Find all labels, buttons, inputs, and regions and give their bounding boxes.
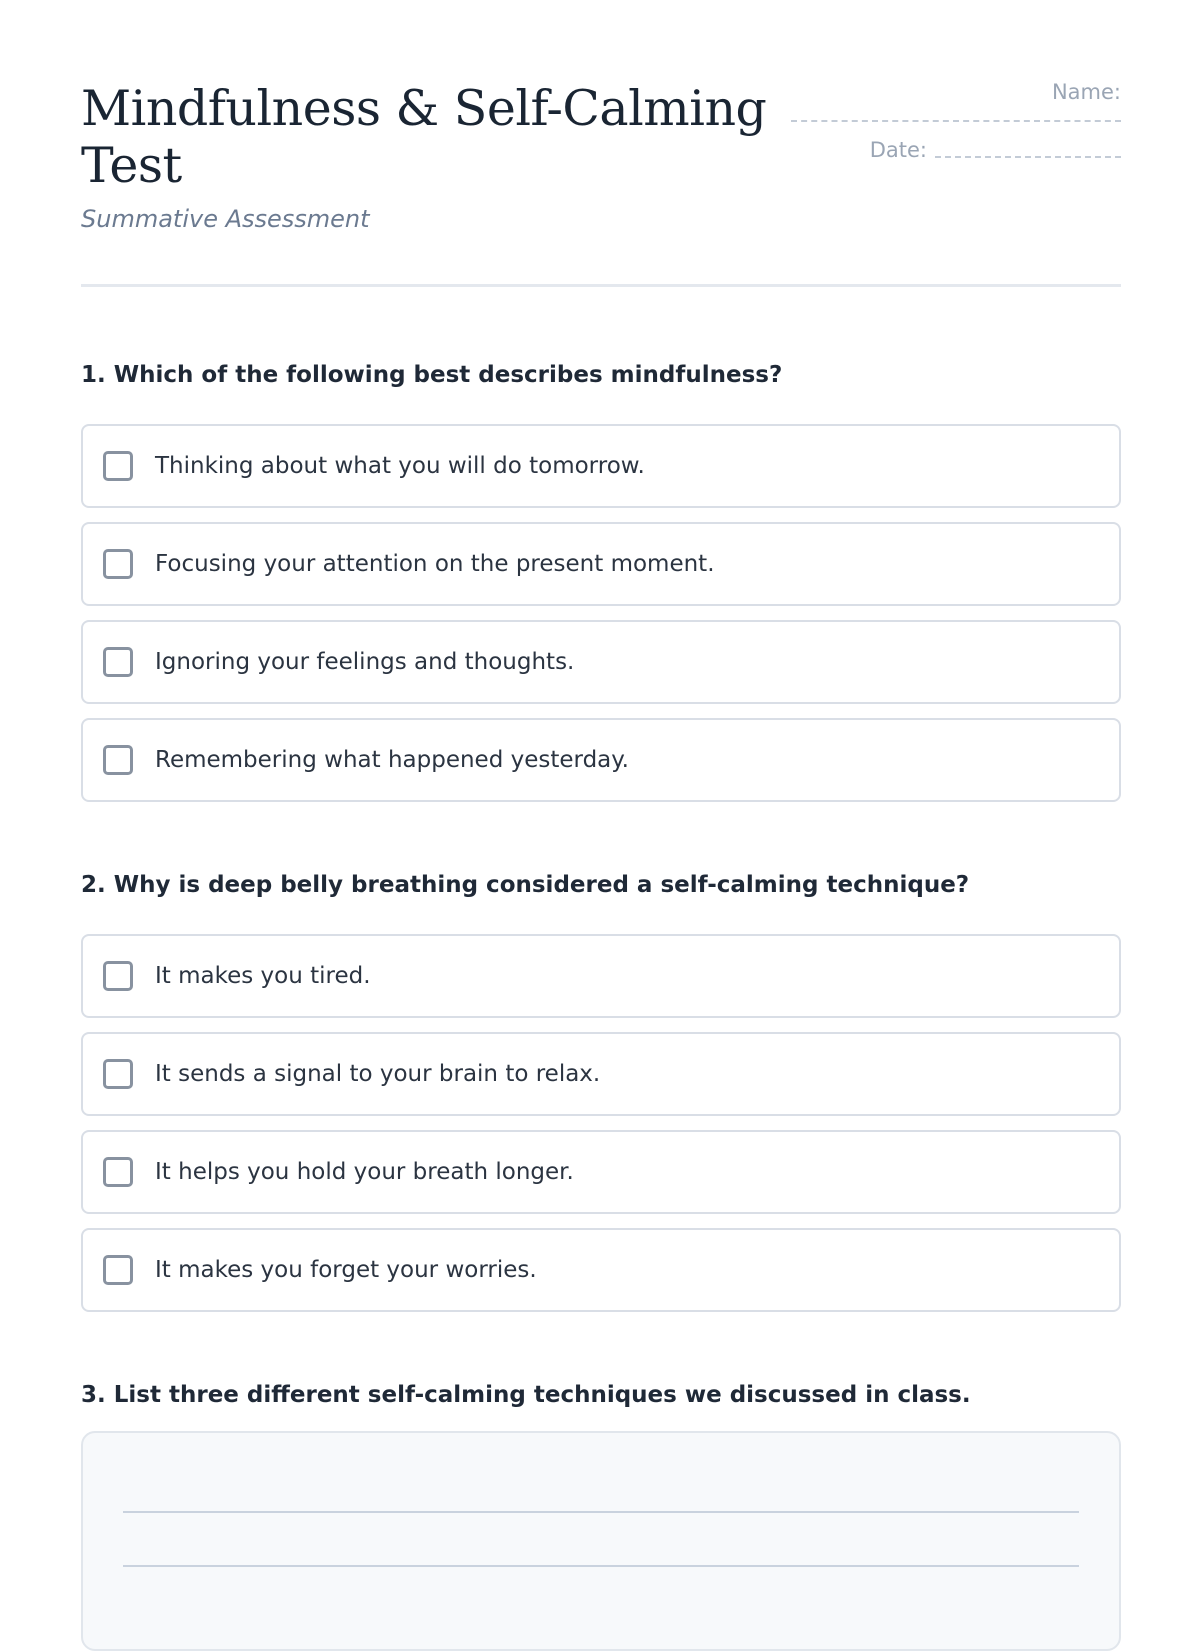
date-field[interactable] — [935, 156, 1121, 158]
question-3 — [81, 1380, 1121, 1410]
name-field[interactable] — [791, 120, 1121, 122]
option-label: It makes you tired. — [155, 963, 371, 989]
date-row — [791, 138, 1121, 162]
answer-line — [123, 1565, 1079, 1567]
checkbox[interactable] — [103, 961, 133, 991]
checkbox[interactable] — [103, 451, 133, 481]
option-label: Remembering what happened yesterday. — [155, 747, 629, 773]
checkbox[interactable] — [103, 1059, 133, 1089]
answer-options — [81, 934, 1121, 1312]
question-2 — [81, 870, 1121, 1326]
option-2b[interactable] — [81, 1032, 1121, 1116]
answer-line — [123, 1511, 1079, 1513]
answer-options — [81, 424, 1121, 802]
question-text: 3. List three different self-calming techniques we discussed in class. — [81, 1382, 971, 1408]
checkbox[interactable] — [103, 549, 133, 579]
checkbox[interactable] — [103, 745, 133, 775]
option-label: It makes you forget your worries. — [155, 1257, 537, 1283]
option-2d[interactable] — [81, 1228, 1121, 1312]
option-2a[interactable] — [81, 934, 1121, 1018]
option-1a[interactable] — [81, 424, 1121, 508]
option-label: Focusing your attention on the present moment. — [155, 551, 715, 577]
checkbox[interactable] — [103, 647, 133, 677]
option-label: Ignoring your feelings and thoughts. — [155, 649, 575, 675]
option-label: Thinking about what you will do tomorrow. — [155, 453, 645, 479]
worksheet-page — [81, 0, 1121, 1408]
question-1 — [81, 360, 1121, 816]
name-label: Name: — [1051, 80, 1121, 104]
option-1c[interactable] — [81, 620, 1121, 704]
date-label: Date: — [869, 138, 927, 162]
student-info — [791, 80, 1121, 162]
page-title: Mindfulness & Self-Calming Test — [81, 80, 767, 194]
checkbox[interactable] — [103, 1255, 133, 1285]
option-label: It sends a signal to your brain to relax. — [155, 1061, 601, 1087]
option-1d[interactable] — [81, 718, 1121, 802]
option-2c[interactable] — [81, 1130, 1121, 1214]
option-1b[interactable] — [81, 522, 1121, 606]
question-text: 2. Why is deep belly breathing considered a self-calming technique? — [81, 872, 970, 898]
checkbox[interactable] — [103, 1157, 133, 1187]
written-answer-area[interactable] — [81, 1431, 1121, 1651]
option-label: It helps you hold your breath longer. — [155, 1159, 574, 1185]
page-subtitle: Summative Assessment — [81, 205, 370, 233]
worksheet-header — [81, 0, 1121, 287]
question-text: 1. Which of the following best describes mindfulness? — [81, 362, 783, 388]
